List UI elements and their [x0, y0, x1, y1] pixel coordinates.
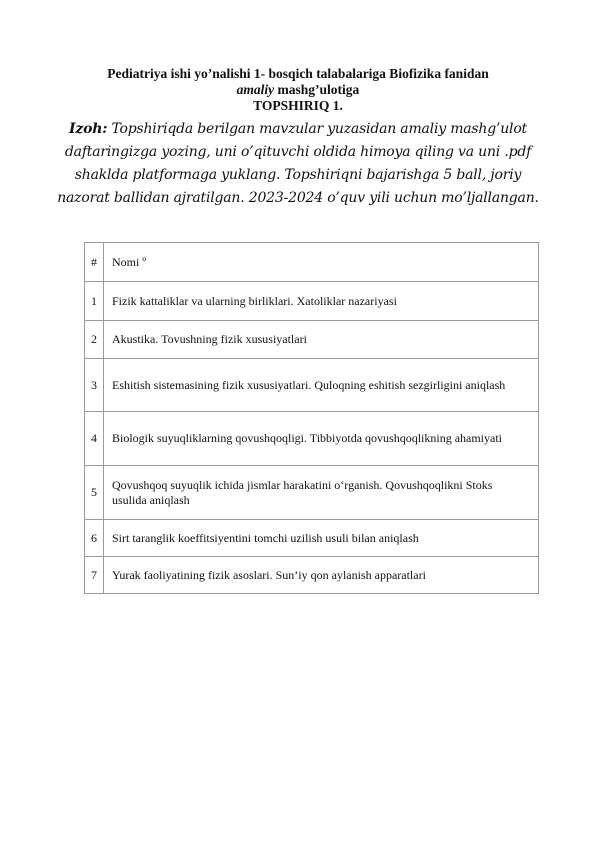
table-row — [85, 412, 539, 466]
row-name: Fizik kattaliklar va ularning birliklari. Xatoliklar nazariyasi — [104, 282, 539, 321]
row-num: 1 — [85, 282, 104, 321]
header-name: Nomi º — [104, 243, 539, 282]
subtitle-rest: mashg’ulotiga — [274, 82, 360, 97]
subtitle-italic: amaliy — [236, 82, 275, 97]
row-num: 5 — [85, 466, 104, 520]
table-row — [85, 321, 539, 359]
row-num: 6 — [85, 520, 104, 557]
table-row — [85, 359, 539, 412]
row-num: 2 — [85, 321, 104, 359]
note-text: Topshiriqda berilgan mavzular yuzasidan amaliy mashg’ulot daftaringizga yozing, uni o’qituvchi oldida himoya qiling va uni .pdf shaklda platformaga yuklang. Topshiriqni bajarishga 5 ball, joriy nazorat ballidan ajratilgan. 2023-2024 o’quv yili uchun mo’ljallangan. — [57, 121, 539, 206]
table-row — [85, 466, 539, 520]
row-name: Yurak faoliyatining fizik asoslari. Sun’iy qon aylanish apparatlari — [104, 557, 539, 594]
topics-table — [84, 242, 539, 594]
row-name: Biologik suyuqliklarning qovushqoqligi. Tibbiyotda qovushqoqlikning ahamiyati — [104, 412, 539, 466]
row-num: 7 — [85, 557, 104, 594]
table-row — [85, 557, 539, 594]
row-num: 4 — [85, 412, 104, 466]
table-row — [85, 520, 539, 557]
row-num: 3 — [85, 359, 104, 412]
note-paragraph — [52, 118, 544, 210]
row-name: Eshitish sistemasining fizik xususiyatlari. Quloqning eshitish sezgirligini aniqlash — [104, 359, 539, 412]
row-name: Qovushqoq suyuqlik ichida jismlar harakatini o‘rganish. Qovushqoqlikni Stoks usulida aniqlash — [104, 466, 539, 520]
document-subtitle — [0, 82, 596, 98]
note-label: Izoh: — [69, 121, 108, 137]
assignment-heading: TOPSHIRIQ 1. — [253, 98, 343, 113]
table-row — [85, 282, 539, 321]
table-header-row — [85, 243, 539, 282]
row-name: Sirt taranglik koeffitsiyentini tomchi uzilish usuli bilan aniqlash — [104, 520, 539, 557]
row-name: Akustika. Tovushning fizik xususiyatlari — [104, 321, 539, 359]
header-num: # — [85, 243, 104, 282]
document-title: Pediatriya ishi yo’nalishi 1- bosqich talabalariga Biofizika fanidan — [107, 66, 489, 81]
